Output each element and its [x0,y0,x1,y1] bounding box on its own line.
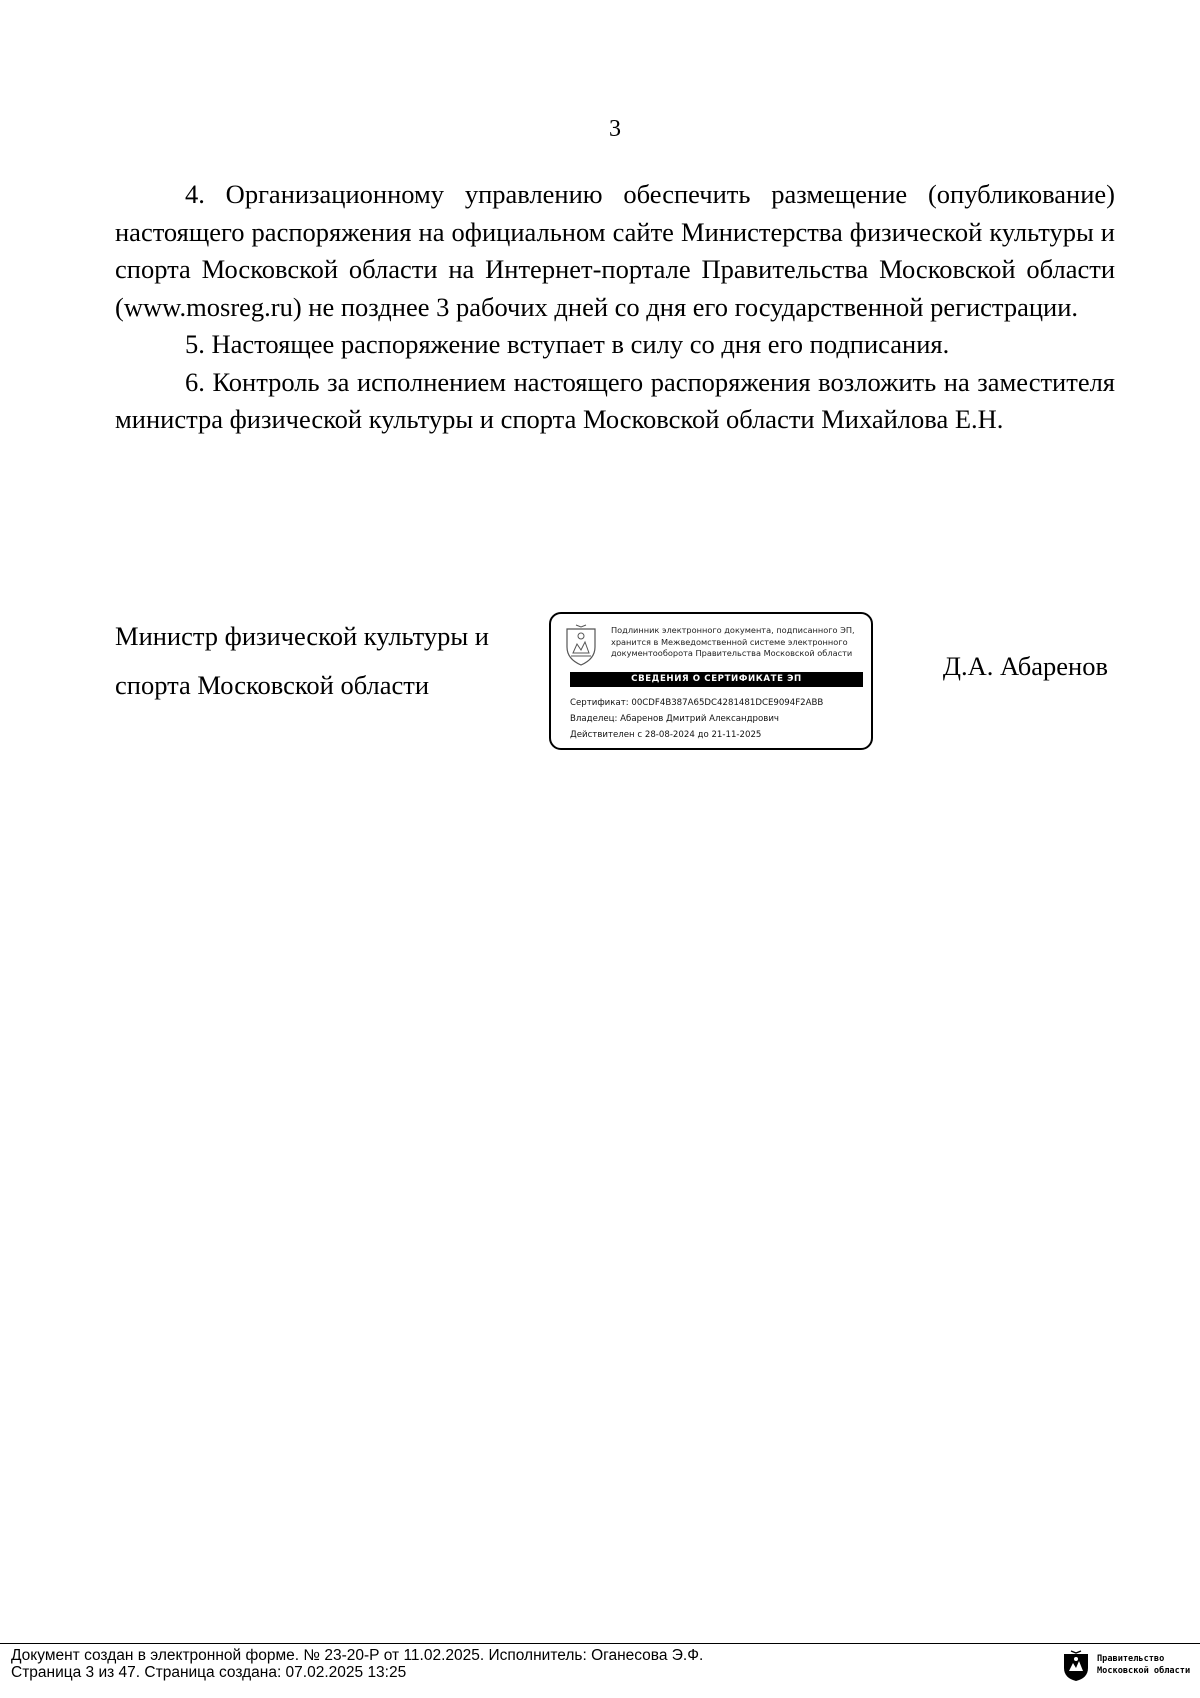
stamp-notice-line-1: Подлинник электронного документа, подписанного ЭП, [611,625,855,635]
coat-of-arms-icon [564,623,598,667]
emblem-icon [1062,1650,1090,1682]
certificate-validity: Действителен с 28-08-2024 до 21-11-2025 [570,730,762,740]
stamp-notice-line-3: документооборота Правительства Московской области [611,648,853,658]
stamp-header: СВЕДЕНИЯ О СЕРТИФИКАТЕ ЭП [570,672,863,687]
electronic-signature-stamp [549,612,873,750]
document-body [115,176,1115,439]
certificate-number: Сертификат: 00CDF4B387A65DC4281481DCE9094F2ABB [570,698,824,708]
stamp-notice-line-2: хранится в Межведомственной системе электронного [611,636,848,647]
signatory-position [115,612,545,710]
logo-caption [1097,1653,1190,1677]
government-logo [1062,1650,1192,1682]
paragraph-6: 6. Контроль за исполнением настоящего распоряжения возложить на заместителя министра физической культуры и спорта Московской области Михайлова Е.Н. [115,366,1115,434]
stamp-notice [611,625,871,660]
paragraph-5: 5. Настоящее распоряжение вступает в силу со дня его подписания. [185,329,950,359]
signatory-position-line-2: спорта Московской области [115,670,430,700]
footer-divider [0,1643,1200,1644]
logo-caption-line-2: Московской области [1097,1666,1191,1676]
certificate-details [570,695,870,743]
paragraph-4: 4. Организационному управлению обеспечить размещение (опубликование) настоящего распоряжения на официальном сайте Министерства физической культуры и спорта Московской области на Интернет-портале Правительства Московской области (www.mosreg.ru) не позднее 3 рабочих дней со дня его государственной регистрации. [115,179,1115,322]
page-number: 3 [609,116,621,142]
signatory-position-line-1: Министр физической культуры и [115,621,489,651]
footer-line-2: Страница 3 из 47. Страница создана: 07.02.2025 13:25 [11,1664,407,1681]
footer-line-1: Документ создан в электронной форме. № 23-20-Р от 11.02.2025. Исполнитель: Оганесова Э.Ф. [11,1647,704,1664]
footer-info [11,1647,703,1681]
certificate-owner: Владелец: Абаренов Дмитрий Александрович [570,714,779,724]
signer-name: Д.А. Абаренов [942,651,1108,681]
logo-caption-line-1: Правительство [1097,1654,1165,1664]
